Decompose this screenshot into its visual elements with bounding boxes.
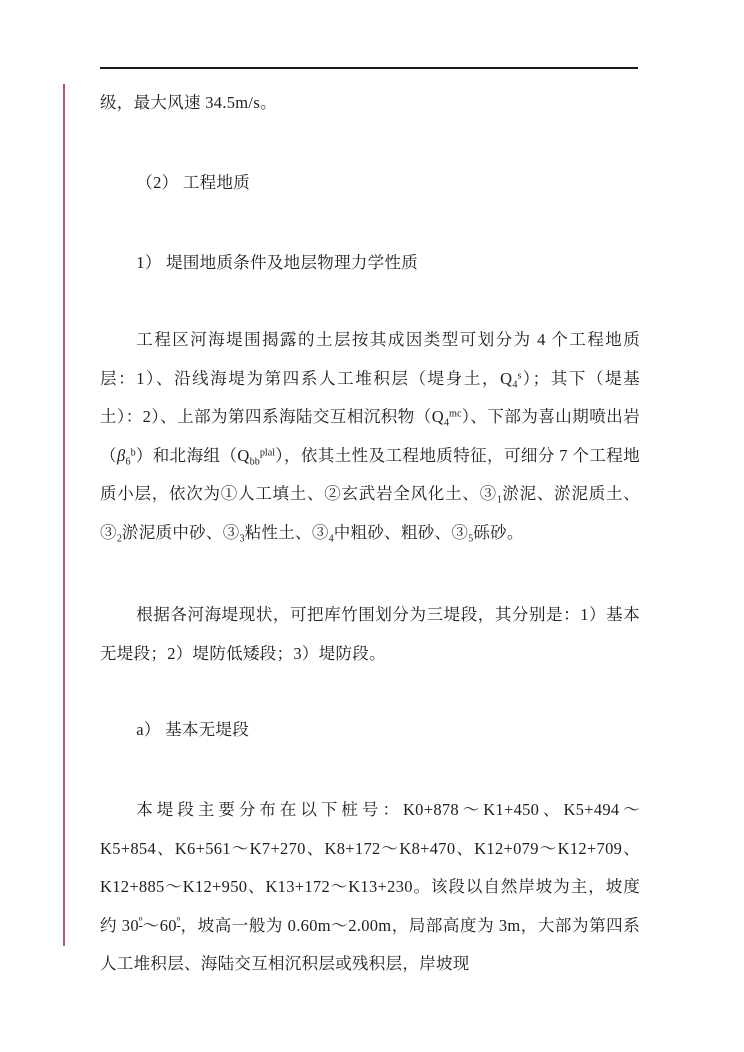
- subsection-heading: 1） 堤围地质条件及地层物理力学性质: [136, 253, 419, 272]
- continuation-line: 级，最大风速 34.5m/s。: [100, 93, 277, 112]
- section-heading: （2） 工程地质: [136, 173, 251, 192]
- paragraph-geology: 工程区河海堤围揭露的土层按其成因类型可划分为 4 个工程地质层：1）、沿线海堤为第四系人工堆积层（堤身土，$Q_4^s$）；其下（堤基土）：2）、上部为第四系海陆交互相沉积物$(Q_4^{mc})$、下部为喜山期喷出岩$(\beta_6^b)$和北海组$(Q_{bb}^{plal})$，依其土性及工程地质特征，可细分 7 个工程地质小层，依次为①人工填土、②玄武岩全风化土、$③_1$淤泥、淤泥质土、$③_2$淤泥质中砂、$③_3$粘性土、$③_4$中粗砂、粗砂、$③_5$砾砂。: [100, 330, 641, 545]
- item-a-heading: a） 基本无堤段: [136, 720, 250, 739]
- red-margin-line: [63, 84, 65, 946]
- header-rule: [100, 67, 638, 69]
- paragraph-dike-segments: 根据各河海堤现状，可把库竹围划分为三堤段，其分别是：1）基本无堤段；2）堤防低矮段；3）堤防段。: [100, 605, 640, 663]
- paragraph-stake-numbers: 本堤段主要分布在以下桩号：K0+878～K1+450、K5+494～K5+854、K6+561～K7+270、K8+172～K8+470、K12+079～K12+709、K12+885～K12+950、K13+172～K13+230。该段以自然岸坡为主，坡度约 $30^º\sim 60^º$，坡高一般为 0.60m～2.00m，局部高度为 3m，大部为第四系人工堆积层、海陆交互相沉积层或残积层，岸坡现: [100, 800, 641, 974]
